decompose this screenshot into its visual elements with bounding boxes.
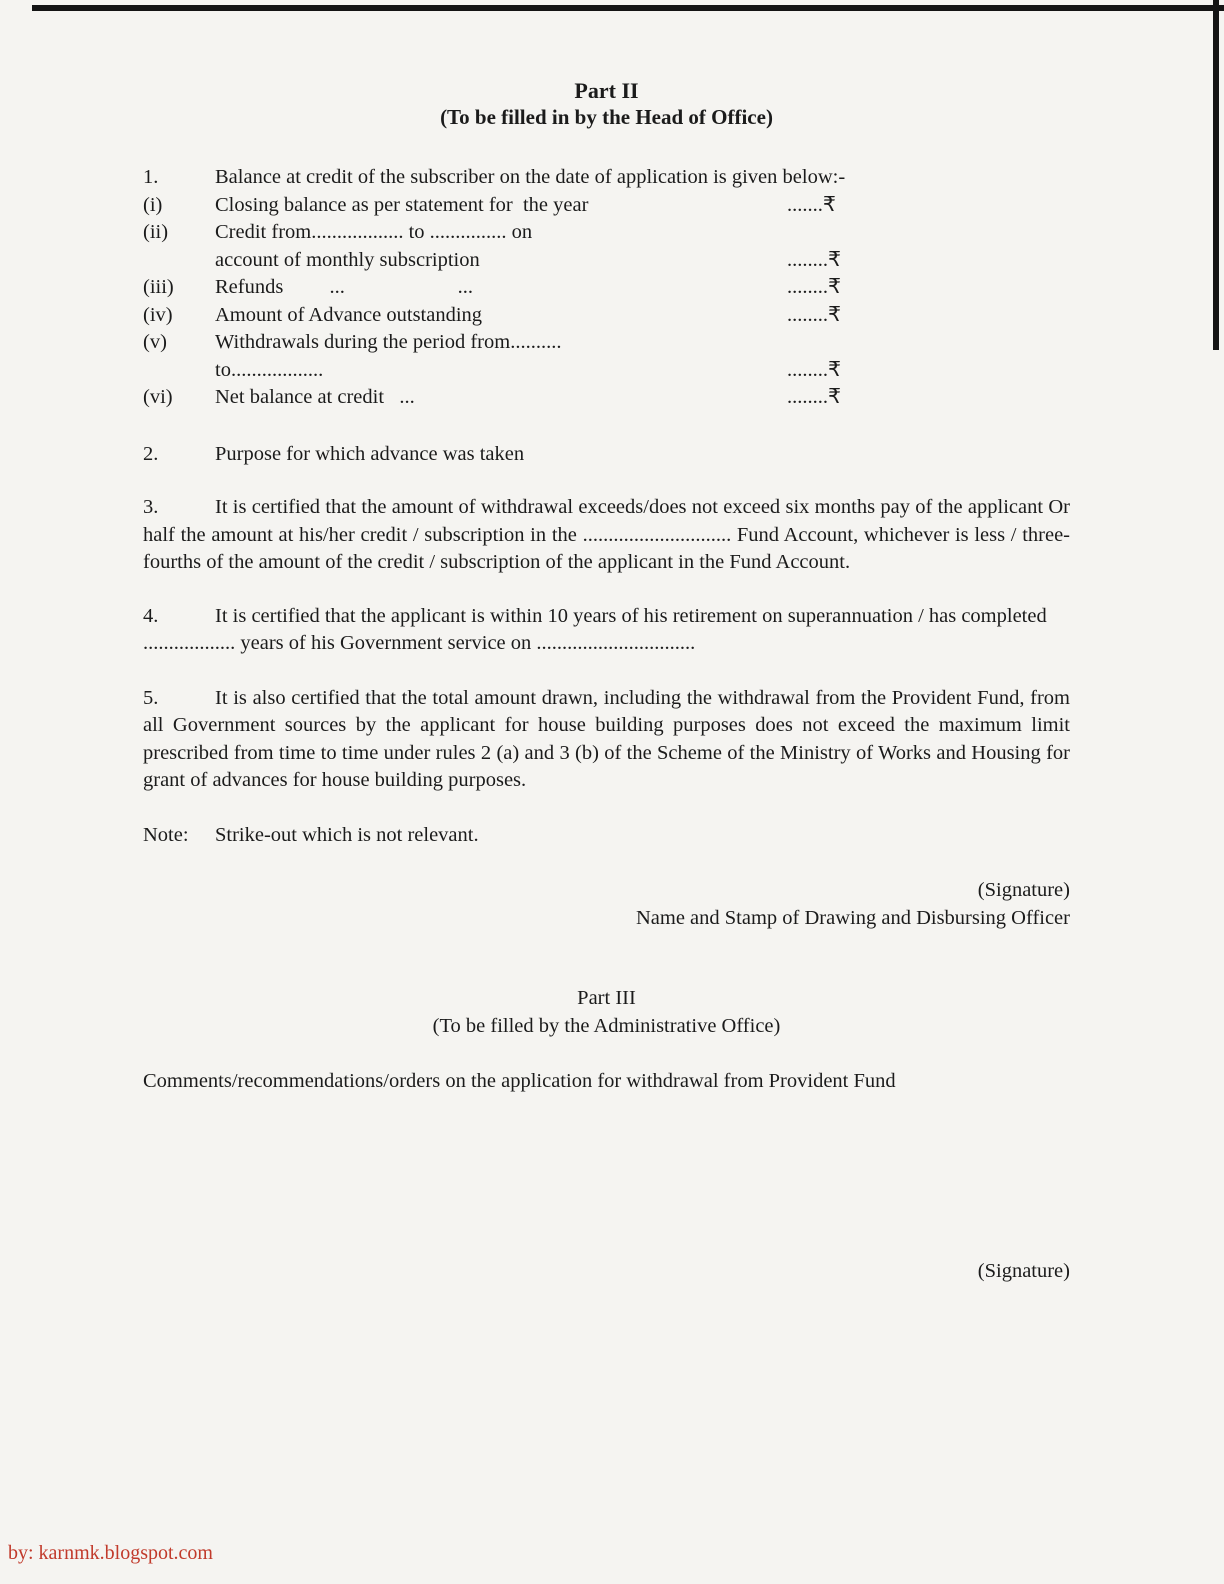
note-text: Strike-out which is not relevant. <box>215 823 479 846</box>
item-1-number: 1. <box>143 166 159 188</box>
item-1-balance-heading <box>143 164 1070 192</box>
ddo-name-stamp-label: Name and Stamp of Drawing and Disbursing Officer <box>635 906 1070 929</box>
ddo-signature-block <box>143 877 1070 932</box>
scan-artifact-right-line <box>1213 0 1219 350</box>
scan-artifact-top-line <box>32 5 1224 11</box>
row-iii-numeral: (iii) <box>143 276 174 298</box>
credit-from-label: Credit from.................. to ............... on account of monthly subscription <box>215 221 533 271</box>
closing-balance-amount-blank: .......₹ <box>787 193 836 216</box>
item-2-purpose <box>143 441 1070 469</box>
item-4-number: 4. <box>143 604 159 627</box>
part3-title: Part III <box>577 987 636 1009</box>
credit-from-row <box>143 219 1070 274</box>
refunds-amount-blank: ........₹ <box>787 276 842 298</box>
signature-label: (Signature) <box>977 879 1070 901</box>
comments-recommendations-line: Comments/recommendations/orders on the application for withdrawal from Provident Fund <box>143 1070 896 1092</box>
admin-signature-label: (Signature) <box>977 1259 1070 1282</box>
withdrawals-amount-blank: ........₹ <box>787 358 842 381</box>
part3-heading <box>143 985 1070 1040</box>
item-2-number: 2. <box>143 442 159 465</box>
item-5-number: 5. <box>143 686 159 709</box>
row-iv-numeral: (iv) <box>143 303 173 326</box>
item-5-text: It is also certified that the total amount drawn, including the withdrawal from the Provident Fund, from all Government sources by the applicant for house building purposes does not exceed the maximum limit prescribed from time to time under rules 2 (a) and 3 (b) of the Scheme of the Ministry of Works and Housing for grant of advances for house building purposes. <box>143 686 1070 791</box>
net-balance-label: Net balance at credit ... <box>215 386 415 408</box>
advance-outstanding-amount-blank: ........₹ <box>787 303 842 326</box>
part2-title: Part II <box>574 78 639 103</box>
row-i-numeral: (i) <box>143 193 163 216</box>
part3-subtitle: (To be filled by the Administrative Office) <box>432 1014 781 1037</box>
note <box>143 822 1070 850</box>
monthly-subscription-amount-blank: ........₹ <box>787 248 842 271</box>
advance-outstanding-label: Amount of Advance outstanding <box>215 303 483 326</box>
footer-credit: by: karnmk.blogspot.com <box>8 1542 213 1564</box>
closing-balance-label: Closing balance as per statement for the year <box>215 193 589 216</box>
withdrawals-row <box>143 329 1070 384</box>
item-3-certification <box>143 494 1070 577</box>
net-balance-amount-blank: ........₹ <box>787 386 842 408</box>
row-v-numeral: (v) <box>143 331 167 353</box>
row-ii-numeral: (ii) <box>143 221 169 243</box>
item-3-text: It is certified that the amount of withdrawal exceeds/does not exceed six months pay of the applicant Or half the amount at his/her credit / subscription in the ............................. Fund Account, whichever is less / three-fourths of the amount of the credit / subscription of the applicant in the Fund Account. <box>143 496 1070 573</box>
note-label: Note: <box>143 823 189 846</box>
item-3-number: 3. <box>143 496 159 518</box>
refunds-label: Refunds ... ... <box>215 276 473 298</box>
part2-subtitle: (To be filled in by the Head of Office) <box>440 105 773 129</box>
item-5-certification <box>143 685 1070 795</box>
net-balance-row <box>143 384 1070 412</box>
item-4-certification <box>143 603 1070 658</box>
row-vi-numeral: (vi) <box>143 386 173 408</box>
form-content <box>143 78 1070 1285</box>
item-2-text: Purpose for which advance was taken <box>215 442 525 465</box>
closing-balance-row <box>143 192 1070 220</box>
withdrawals-label: Withdrawals during the period from.......... to.................. <box>215 331 562 381</box>
refunds-row <box>143 274 1070 302</box>
item-1-text: Balance at credit of the subscriber on the date of application is given below:- <box>215 166 846 188</box>
advance-outstanding-row <box>143 302 1070 330</box>
item-4-text: It is certified that the applicant is within 10 years of his retirement on superannuation / has completed .................. years of his Government service on ............................... <box>143 604 1047 654</box>
